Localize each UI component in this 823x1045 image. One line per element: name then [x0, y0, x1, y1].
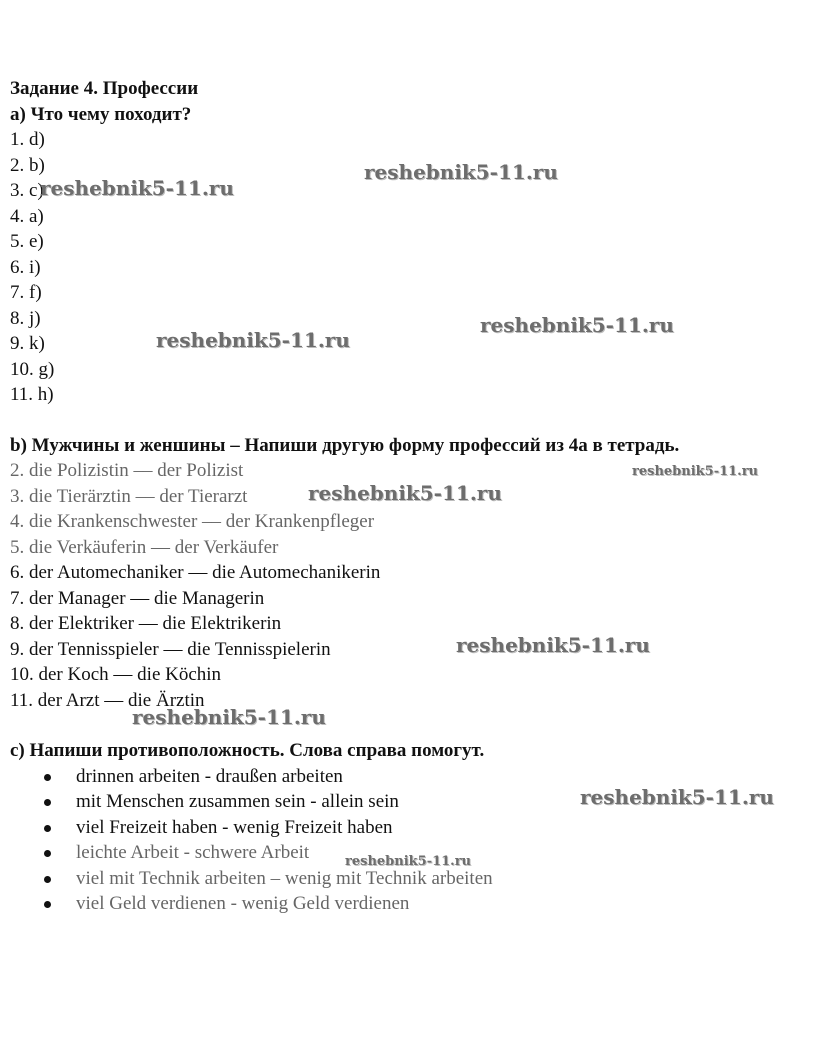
list-item [10, 866, 810, 892]
bullet-icon [44, 876, 51, 883]
bullet-icon [44, 799, 51, 806]
list-item-text: viel Freizeit haben - wenig Freizeit haben [76, 816, 393, 838]
watermark: reshebnik5-11.ru [632, 464, 759, 479]
page-title: Задание 4. Профессии [10, 78, 199, 99]
profession-pair-line: 2. die Polizistin –– der Polizist [10, 460, 244, 481]
watermark: reshebnik5-11.ru [580, 785, 774, 809]
profession-pair-line: 4. die Krankenschwester –– der Krankenpfleger [10, 511, 375, 532]
bullet-icon [44, 774, 51, 781]
watermark: reshebnik5-11.ru [40, 176, 234, 200]
list-item-text: leichte Arbeit - schwere Arbeit [76, 842, 310, 863]
section-c-heading: c) Напиши противоположность. Слова справа помогут. [10, 740, 485, 761]
answer-line: 3. c) [10, 180, 44, 201]
profession-pair-line: 6. der Automechaniker — die Automechanikerin [10, 562, 381, 583]
profession-pair-line: 7. der Manager — die Managerin [10, 587, 265, 609]
section-b-heading: b) Мужчины и женшины – Напиши другую форму профессий из 4а в тетрадь. [10, 434, 680, 456]
answer-line: 11. h) [10, 384, 54, 405]
bullet-icon [44, 825, 51, 832]
answer-line: 8. j) [10, 307, 41, 329]
answer-line: 1. d) [10, 129, 45, 150]
answer-line: 7. f) [10, 282, 42, 303]
list-item-text: mit Menschen zusammen sein - allein sein [76, 791, 399, 812]
watermark: reshebnik5-11.ru [132, 705, 326, 729]
list-item-text: drinnen arbeiten - draußen arbeiten [76, 765, 343, 787]
list-item-text: viel Geld verdienen - wenig Geld verdienen [76, 893, 410, 914]
answer-line: 6. i) [10, 256, 41, 278]
answer-line: 4. a) [10, 205, 44, 227]
profession-pair-line: 11. der Arzt — die Ärztin [10, 689, 205, 711]
profession-pair-line: 8. der Elektriker — die Elektrikerin [10, 613, 282, 634]
spacer [10, 408, 810, 433]
spacer [10, 713, 810, 738]
bullet-icon [44, 850, 51, 857]
profession-pair-line: 5. die Verkäuferin — der Verkäufer [10, 536, 279, 558]
answer-line: 9. k) [10, 333, 45, 354]
profession-pair-line: 10. der Koch — die Köchin [10, 664, 222, 685]
bullet-icon [44, 901, 51, 908]
watermark: reshebnik5-11.ru [345, 854, 472, 869]
watermark: reshebnik5-11.ru [480, 313, 674, 337]
list-item [10, 815, 810, 841]
watermark: reshebnik5-11.ru [456, 633, 650, 657]
watermark: reshebnik5-11.ru [308, 481, 502, 505]
watermark: reshebnik5-11.ru [156, 328, 350, 352]
profession-pair-line: 9. der Tennisspieler — die Tennisspielerin [10, 638, 331, 660]
watermark: reshebnik5-11.ru [364, 160, 558, 184]
answer-line: 2. b) [10, 154, 45, 176]
profession-pair-line: 3. die Tierärztin –– der Tierarzt [10, 485, 248, 507]
list-item-text: viel mit Technik arbeiten – wenig mit Technik arbeiten [76, 867, 493, 889]
list-item [10, 891, 810, 917]
answer-line: 5. e) [10, 231, 44, 252]
section-a-heading: a) Что чему походит? [10, 103, 192, 125]
answer-line: 10. g) [10, 358, 55, 380]
